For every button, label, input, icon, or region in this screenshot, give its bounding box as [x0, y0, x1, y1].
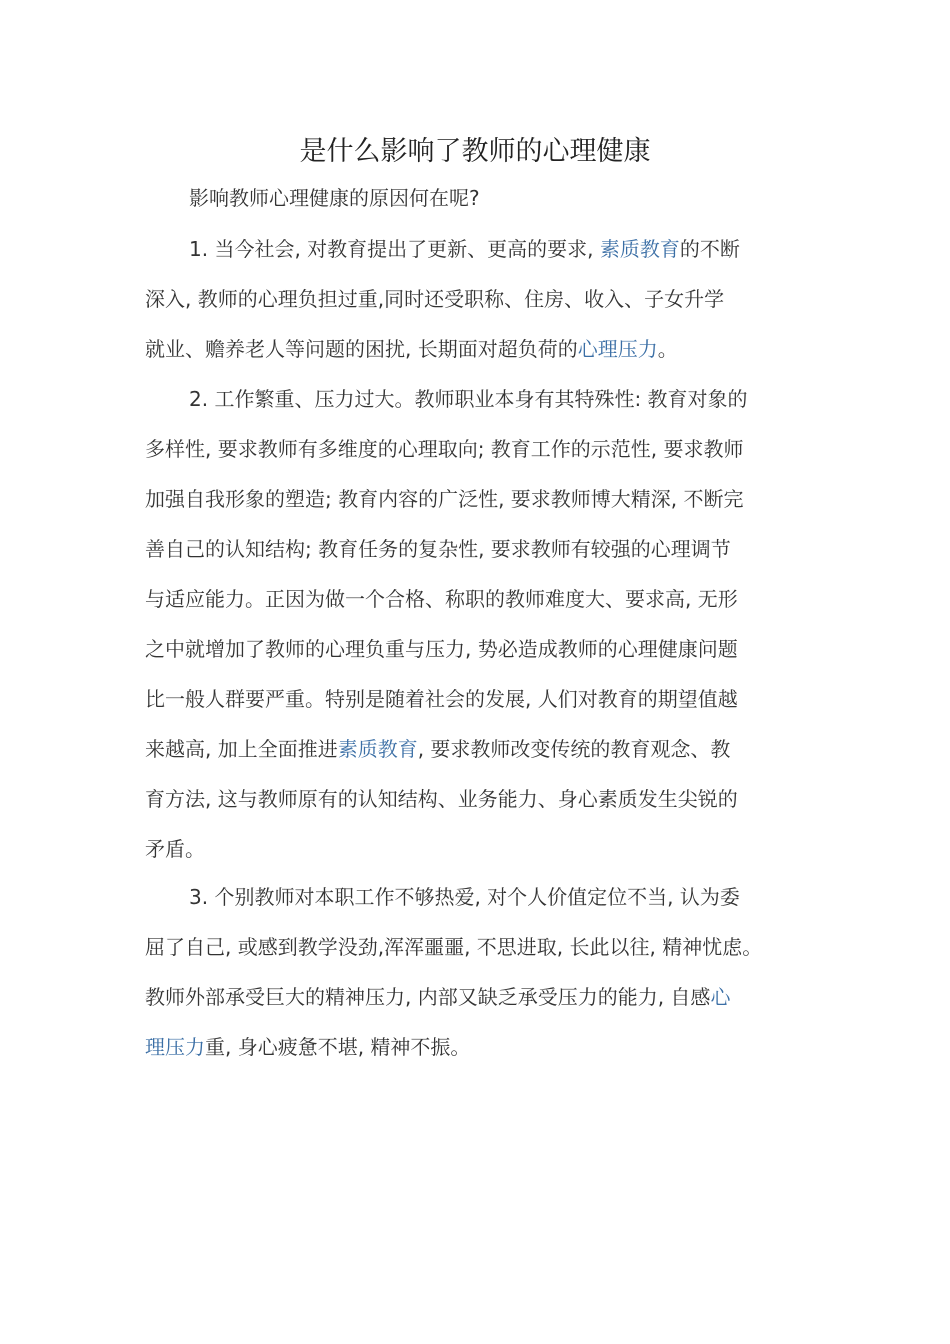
paragraph-text: 来越高, 加上全面推进 — [145, 737, 338, 761]
paragraph-text: 加强自我形象的塑造; 教育内容的广泛性, 要求教师博大精深, 不断完 — [145, 487, 744, 511]
paragraph-text: 屈了自己, 或感到教学没劲,浑浑噩噩, 不思进取, 长此以往, 精神忧虑。 — [145, 935, 763, 959]
keyword-link[interactable]: 心 — [710, 985, 731, 1009]
paragraph-text: 矛盾。 — [145, 837, 205, 861]
paragraph-text: 深入, 教师的心理负担过重,同时还受职称、住房、收入、子女升学 — [145, 287, 725, 311]
intro-question: 影响教师心理健康的原因何在呢? — [189, 186, 480, 210]
paragraph-line — [145, 374, 810, 424]
paragraph-line — [145, 524, 810, 574]
paragraph-2 — [145, 374, 810, 874]
keyword-link[interactable]: 素质教育 — [337, 737, 418, 761]
paragraph-line — [145, 1022, 810, 1072]
paragraph-text: 3. 个别教师对本职工作不够热爱, 对个人价值定位不当, 认为委 — [189, 885, 740, 909]
paragraph-line — [145, 774, 810, 824]
paragraph-1 — [145, 224, 810, 374]
paragraph-line — [145, 922, 810, 972]
paragraph-text: 育方法, 这与教师原有的认知结构、业务能力、身心素质发生尖锐的 — [145, 787, 738, 811]
paragraph-line — [145, 424, 810, 474]
paragraph-line — [145, 624, 810, 674]
paragraph-line — [145, 274, 810, 324]
page-title: 是什么影响了教师的心理健康 — [299, 136, 651, 167]
paragraph-text: 教师外部承受巨大的精神压力, 内部又缺乏承受压力的能力, 自感 — [145, 985, 711, 1009]
paragraph-text: 善自己的认知结构; 教育任务的复杂性, 要求教师有较强的心理调节 — [145, 537, 731, 561]
paragraph-text: 比一般人群要严重。特别是随着社会的发展, 人们对教育的期望值越 — [145, 687, 738, 711]
paragraph-text: 1. 当今社会, 对教育提出了更新、更高的要求, — [189, 237, 600, 261]
paragraph-line — [145, 824, 810, 874]
paragraph-text: 2. 工作繁重、压力过大。教师职业本身有其特殊性: 教育对象的 — [189, 387, 748, 411]
paragraph-text: 的不断 — [679, 237, 740, 261]
paragraph-3 — [145, 872, 810, 1072]
paragraph-line — [145, 474, 810, 524]
paragraph-line — [145, 674, 810, 724]
paragraph-text: 多样性, 要求教师有多维度的心理取向; 教育工作的示范性, 要求教师 — [145, 437, 744, 461]
keyword-link[interactable]: 理压力 — [145, 1035, 205, 1059]
paragraph-text: 与适应能力。正因为做一个合格、称职的教师难度大、要求高, 无形 — [145, 587, 738, 611]
paragraph-line — [145, 972, 810, 1022]
paragraph-text: 就业、赡养老人等问题的困扰, 长期面对超负荷的 — [145, 337, 578, 361]
paragraph-line — [145, 224, 810, 274]
paragraph-text: 之中就增加了教师的心理负重与压力, 势必造成教师的心理健康问题 — [145, 637, 738, 661]
paragraph-line — [145, 324, 810, 374]
keyword-link[interactable]: 素质教育 — [599, 237, 680, 261]
paragraph-text: 重, 身心疲惫不堪, 精神不振。 — [205, 1035, 471, 1059]
paragraph-text: 。 — [657, 337, 678, 361]
paragraph-text: , 要求教师改变传统的教育观念、教 — [417, 737, 731, 761]
paragraph-line — [145, 872, 810, 922]
paragraph-line — [145, 574, 810, 624]
keyword-link[interactable]: 心理压力 — [577, 337, 658, 361]
paragraph-line — [145, 724, 810, 774]
